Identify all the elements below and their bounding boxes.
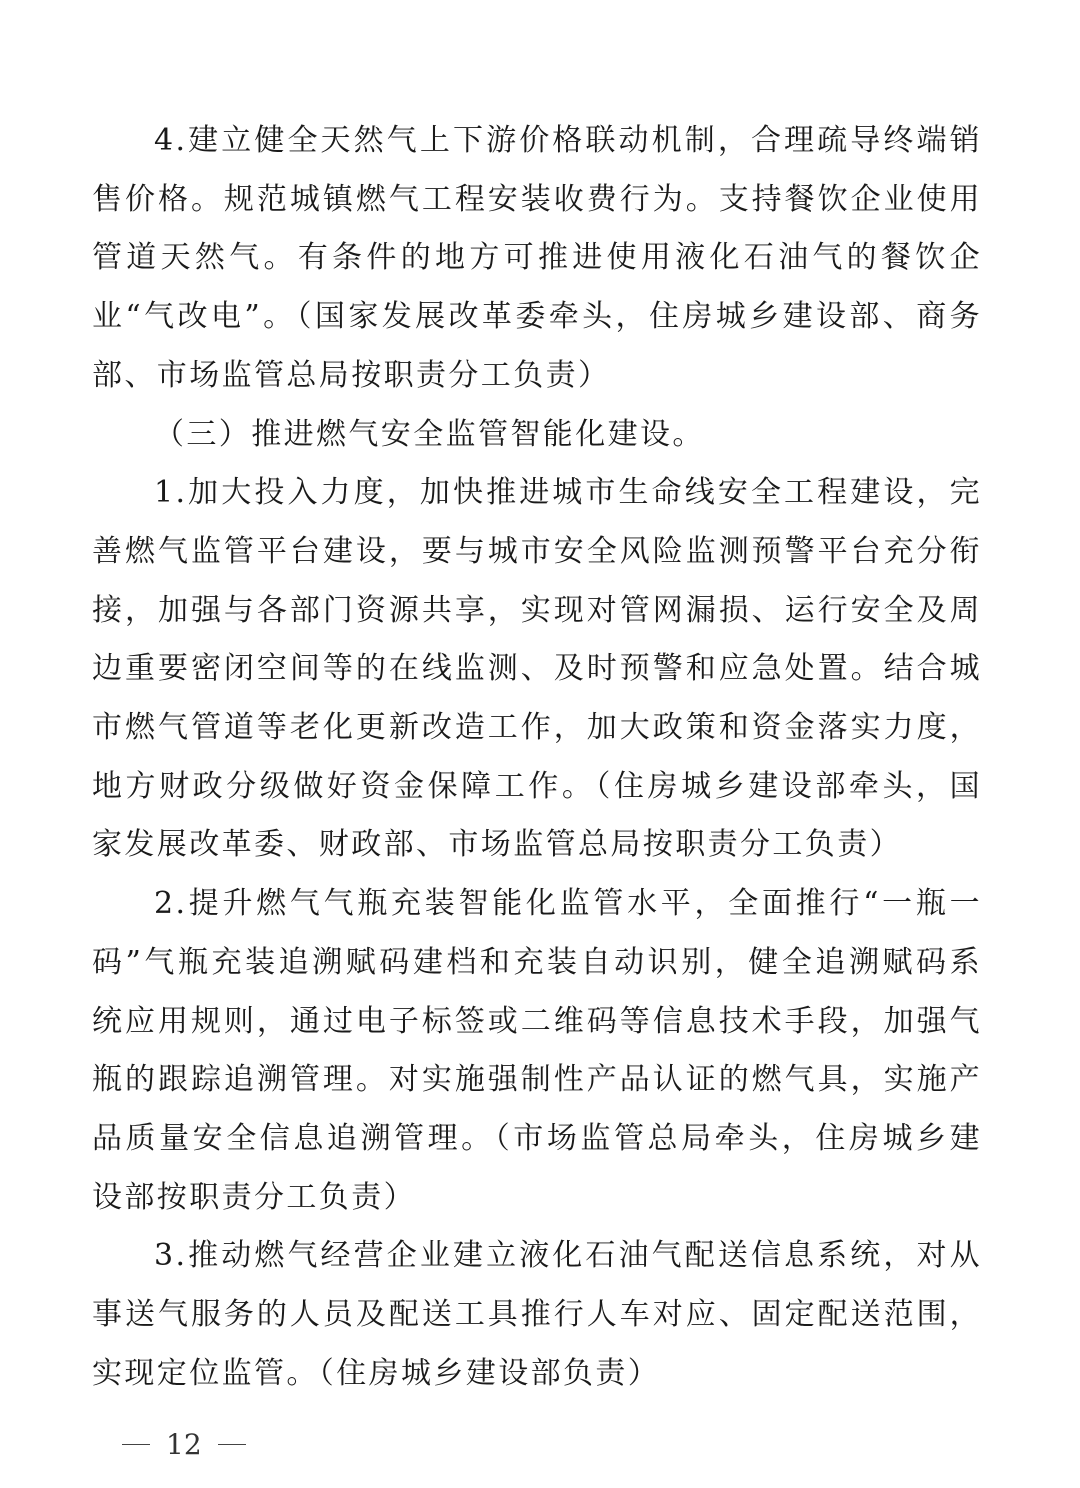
footer-dash-left (122, 1444, 150, 1445)
paragraph-item-3: 3.推动燃气经营企业建立液化石油气配送信息系统，对从事送气服务的人员及配送工具推行人车对应、固定配送范围，实现定位监管。（住房城乡建设部负责） (92, 1238, 982, 1391)
section-heading-3: （三）推进燃气安全监管智能化建设。 (154, 416, 705, 452)
page-number: 12 (166, 1428, 202, 1461)
paragraph-item-1: 1.加大投入力度，加快推进城市生命线安全工程建设，完善燃气监管平台建设，要与城市安全风险监测预警平台充分衔接，加强与各部门资源共享，实现对管网漏损、运行安全及周边重要密闭空间等的在线监测、及时预警和应急处置。结合城市燃气管道等老化更新改造工作，加大政策和资金落实力度，地方财政分级做好资金保障工作。（住房城乡建设部牵头，国家发展改革委、财政部、市场监管总局按职责分工负责） (92, 475, 982, 863)
page-footer (122, 1428, 246, 1461)
document-body (92, 112, 982, 1403)
paragraph-item-2: 2.提升燃气气瓶充装智能化监管水平，全面推行“一瓶一码”气瓶充装追溯赋码建档和充装自动识别，健全追溯赋码系统应用规则，通过电子标签或二维码等信息技术手段，加强气瓶的跟踪追溯管理。对实施强制性产品认证的燃气具，实施产品质量安全信息追溯管理。（市场监管总局牵头，住房城乡建设部按职责分工负责） (92, 886, 982, 1215)
paragraph-item-4: 4.建立健全天然气上下游价格联动机制，合理疏导终端销售价格。规范城镇燃气工程安装收费行为。支持餐饮企业使用管道天然气。有条件的地方可推进使用液化石油气的餐饮企业“气改电”。（国家发展改革委牵头，住房城乡建设部、商务部、市场监管总局按职责分工负责） (92, 123, 982, 393)
footer-dash-right (218, 1444, 246, 1445)
